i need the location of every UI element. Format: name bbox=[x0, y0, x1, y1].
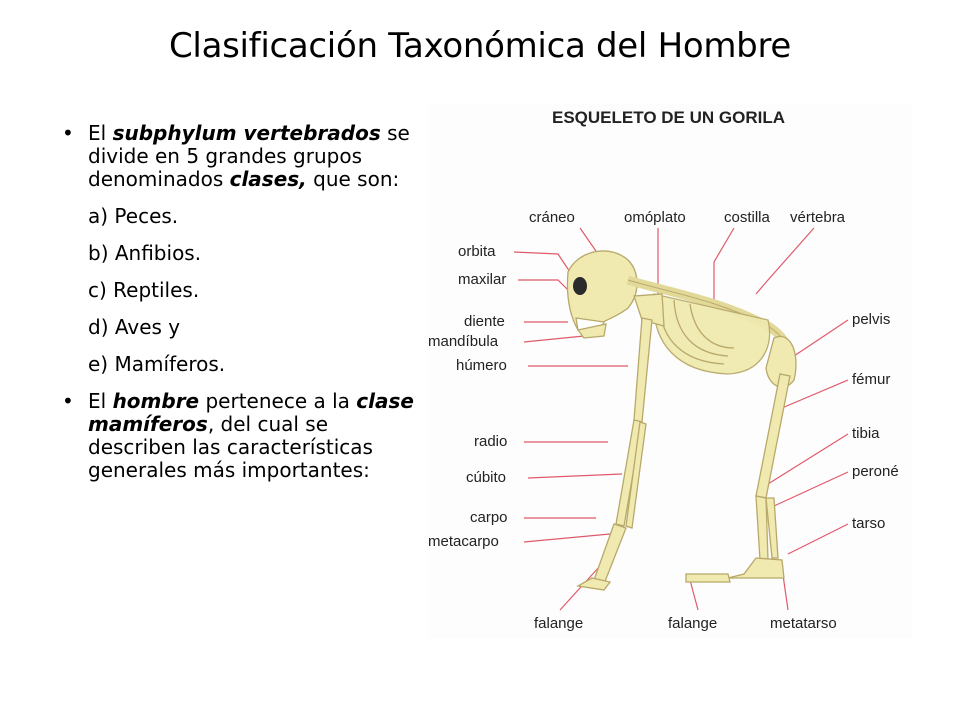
label-humero: húmero bbox=[456, 357, 507, 374]
skeleton-diagram bbox=[428, 104, 912, 638]
label-pelvis: pelvis bbox=[852, 311, 891, 328]
label-vertebra: vértebra bbox=[790, 209, 846, 226]
label-diente: diente bbox=[464, 313, 505, 330]
label-falange-hand: falange bbox=[534, 615, 584, 632]
bullet-hombre: • El hombre pertenece a la clase mamíferos, del cual se describen las características generales más importantes: bbox=[62, 390, 414, 482]
label-maxilar: maxilar bbox=[458, 271, 507, 288]
list-item-anfibios: b) Anfibios. bbox=[88, 241, 202, 265]
label-tibia: tibia bbox=[852, 425, 880, 442]
list-item-peces: a) Peces. bbox=[88, 204, 179, 228]
label-falange-foot: falange bbox=[668, 615, 718, 632]
label-metacarpo: metacarpo bbox=[428, 533, 499, 550]
gorilla-skeleton-figure bbox=[428, 104, 912, 638]
text-content bbox=[62, 122, 414, 482]
list-item-mamiferos: e) Mamíferos. bbox=[88, 352, 226, 376]
label-omoplato: omóplato bbox=[624, 209, 686, 226]
label-mandibula: mandíbula bbox=[428, 333, 499, 350]
list-item-reptiles: c) Reptiles. bbox=[88, 278, 200, 302]
label-tarso: tarso bbox=[852, 515, 886, 532]
list-item-aves: d) Aves y bbox=[88, 315, 181, 339]
label-costilla: costilla bbox=[724, 209, 770, 226]
figure-title: ESQUELETO DE UN GORILA bbox=[552, 108, 785, 127]
slide-title: Clasificación Taxonómica del Hombre bbox=[168, 26, 791, 66]
label-cubito: cúbito bbox=[466, 469, 507, 486]
label-orbita: orbita bbox=[458, 243, 496, 260]
gorilla-skeleton-drawing bbox=[567, 251, 795, 590]
leader-lines bbox=[514, 228, 848, 610]
bullet-vertebrados: • El subphylum vertebrados se divide en 5 grandes grupos denominados clases, que son: bbox=[62, 122, 414, 191]
label-femur: fémur bbox=[852, 371, 891, 388]
label-perone: peroné bbox=[852, 463, 899, 480]
label-metatarso: metatarso bbox=[770, 615, 837, 632]
label-carpo: carpo bbox=[470, 509, 508, 526]
label-radio: radio bbox=[474, 433, 508, 450]
label-craneo: cráneo bbox=[529, 209, 575, 226]
